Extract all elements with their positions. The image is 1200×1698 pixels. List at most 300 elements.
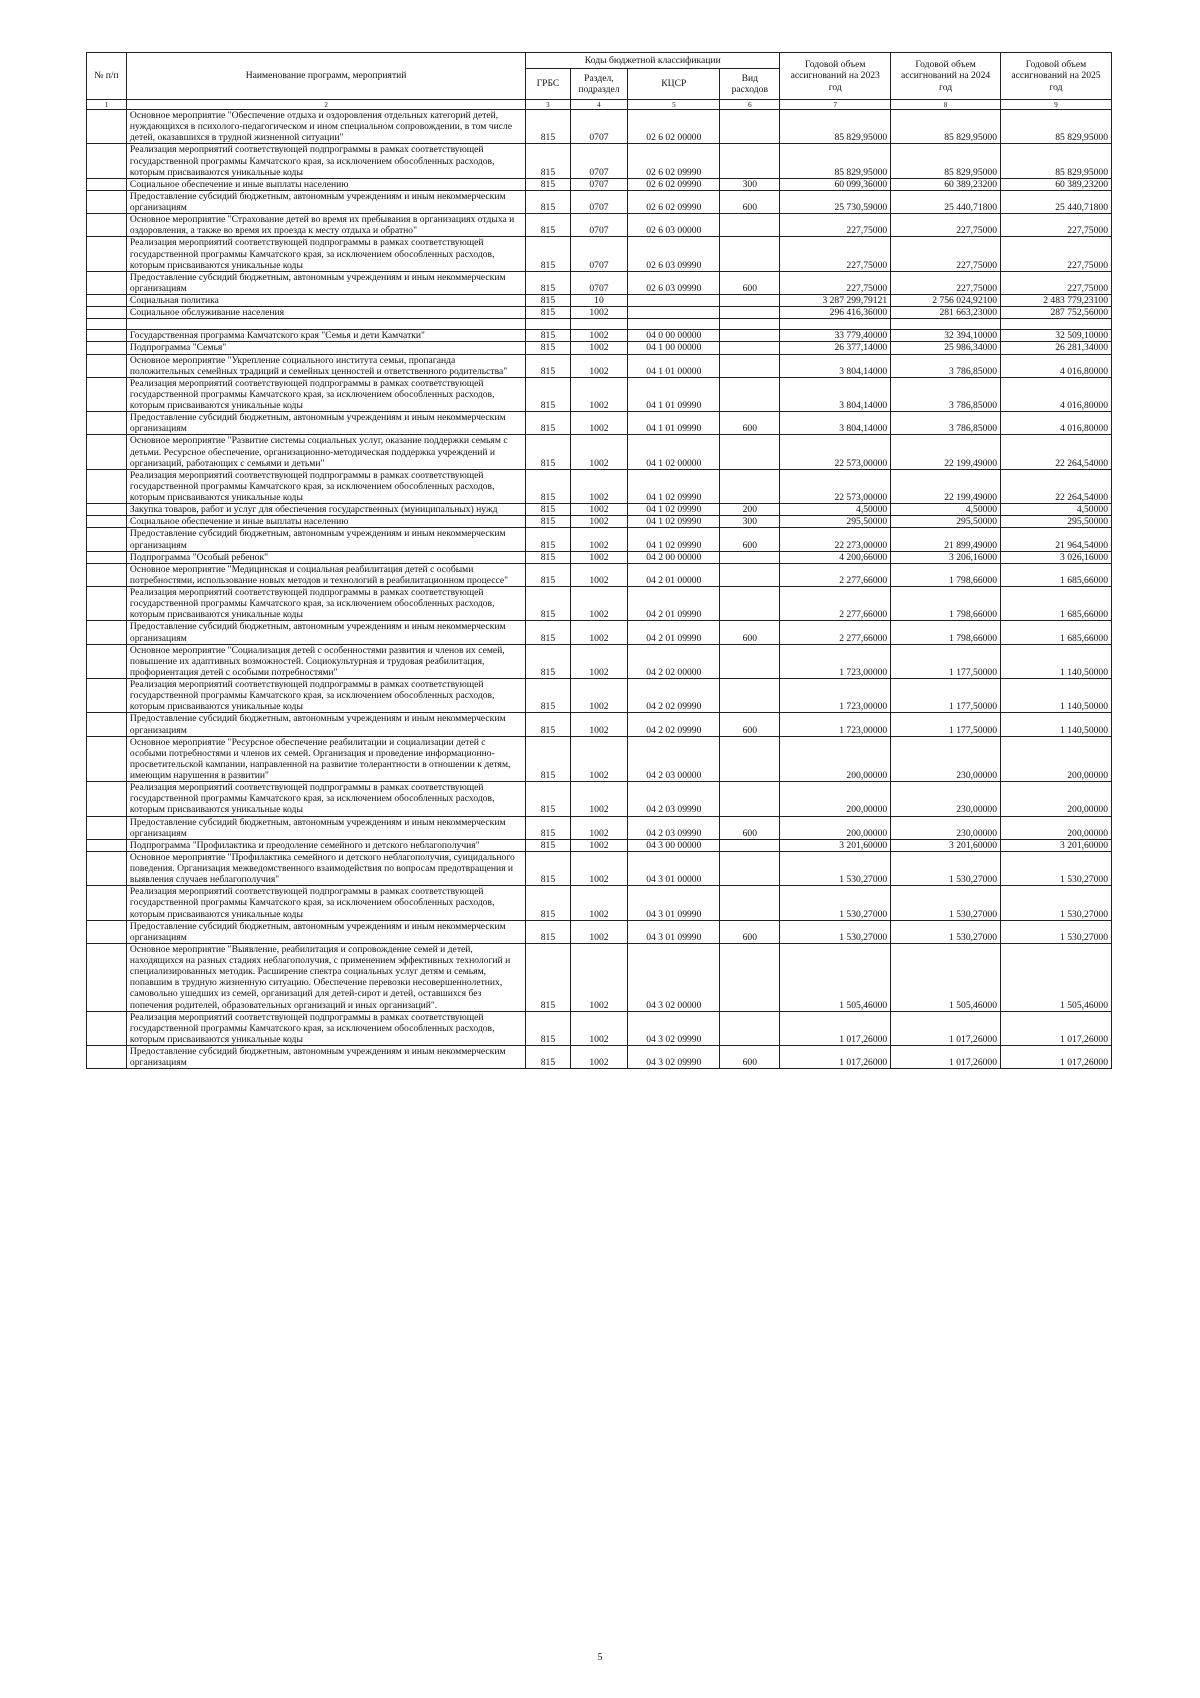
cell-vr: 300 [720, 178, 780, 190]
header-num: № п/п [87, 53, 127, 100]
cell-razdel: 1002 [570, 504, 628, 516]
cell-grbs: 815 [526, 469, 570, 503]
cell-y2024: 1 530,27000 [891, 920, 1001, 943]
cell-vr [720, 330, 780, 342]
cell-razdel: 1002 [570, 516, 628, 528]
cell-vr [720, 144, 780, 178]
cell-vr [720, 851, 780, 885]
cell-vr [720, 354, 780, 377]
cell-y2023: 200,00000 [780, 816, 891, 839]
header-codes-group: Коды бюджетной классификации [526, 53, 780, 69]
cell-kcsr: 04 2 02 00000 [628, 644, 720, 678]
cell-vr [720, 1011, 780, 1045]
cell-razdel: 1002 [570, 435, 628, 469]
cell-y2024: 230,00000 [891, 736, 1001, 782]
budget-table-sheet [86, 52, 1112, 1069]
cell-y2024: 281 663,23000 [891, 307, 1001, 319]
cell-razdel: 1002 [570, 782, 628, 816]
header-vr: Вид расходов [720, 69, 780, 100]
cell-grbs: 815 [526, 621, 570, 644]
cell-y2023: 227,75000 [780, 271, 891, 294]
index-cell: 6 [720, 100, 780, 110]
cell-y2023: 85 829,95000 [780, 110, 891, 144]
cell-name: Реализация мероприятий соответствующей подпрограммы в рамках соответствующей государственной программы Камчатского края, за исключением обособленных расходов, которым присваиваются уникальные коды [126, 587, 525, 621]
cell-vr [720, 886, 780, 920]
cell-y2025: 32 509,10000 [1001, 330, 1112, 342]
cell-name: Основное мероприятие "Медицинская и социальная реабилитация детей с особыми потребностями, использование новых методов и технологий в реабилитационном процессе" [126, 563, 525, 586]
cell-vr [720, 307, 780, 319]
cell-grbs: 815 [526, 435, 570, 469]
cell-num [87, 782, 127, 816]
cell-grbs [526, 319, 570, 330]
cell-num [87, 144, 127, 178]
cell-name: Предоставление субсидий бюджетным, автономным учреждениям и иным некоммерческим организациям [126, 271, 525, 294]
cell-kcsr: 04 2 02 09990 [628, 713, 720, 736]
cell-razdel: 10 [570, 295, 628, 307]
cell-y2025: 25 440,71800 [1001, 190, 1112, 213]
cell-vr: 200 [720, 504, 780, 516]
cell-vr [720, 469, 780, 503]
cell-y2024: 1 017,26000 [891, 1011, 1001, 1045]
cell-y2025: 200,00000 [1001, 816, 1112, 839]
cell-y2023: 4 200,66000 [780, 551, 891, 563]
table-row [87, 587, 1112, 621]
cell-y2023: 1 017,26000 [780, 1011, 891, 1045]
cell-kcsr: 04 3 02 09990 [628, 1011, 720, 1045]
cell-num [87, 644, 127, 678]
cell-grbs: 815 [526, 178, 570, 190]
cell-y2024: 85 829,95000 [891, 144, 1001, 178]
cell-grbs: 815 [526, 330, 570, 342]
cell-grbs: 815 [526, 342, 570, 354]
cell-num [87, 713, 127, 736]
cell-vr: 600 [720, 713, 780, 736]
cell-y2024: 1 530,27000 [891, 851, 1001, 885]
cell-num [87, 354, 127, 377]
cell-vr [720, 644, 780, 678]
cell-y2024: 32 394,10000 [891, 330, 1001, 342]
cell-vr [720, 587, 780, 621]
cell-y2023: 3 804,14000 [780, 377, 891, 411]
cell-grbs: 815 [526, 214, 570, 237]
header-kcsr: КЦСР [628, 69, 720, 100]
cell-y2023: 1 723,00000 [780, 679, 891, 713]
cell-grbs: 815 [526, 551, 570, 563]
cell-vr [720, 551, 780, 563]
cell-name: Реализация мероприятий соответствующей подпрограммы в рамках соответствующей государственной программы Камчатского края, за исключением обособленных расходов, которым присваиваются уникальные коды [126, 469, 525, 503]
table-row [87, 621, 1112, 644]
cell-kcsr: 04 1 01 09990 [628, 377, 720, 411]
cell-name: Государственная программа Камчатского края "Семья и дети Камчатки" [126, 330, 525, 342]
cell-y2024: 1 530,27000 [891, 886, 1001, 920]
cell-vr [720, 736, 780, 782]
cell-kcsr: 04 2 03 00000 [628, 736, 720, 782]
cell-razdel: 1002 [570, 551, 628, 563]
table-row [87, 1011, 1112, 1045]
cell-num [87, 943, 127, 1011]
table-row [87, 190, 1112, 213]
cell-num [87, 319, 127, 330]
cell-num [87, 237, 127, 271]
cell-vr: 600 [720, 271, 780, 294]
table-row [87, 782, 1112, 816]
cell-y2025: 3 201,60000 [1001, 839, 1112, 851]
cell-vr [720, 319, 780, 330]
table-row [87, 920, 1112, 943]
cell-num [87, 736, 127, 782]
table-row [87, 307, 1112, 319]
cell-grbs: 815 [526, 190, 570, 213]
index-cell: 5 [628, 100, 720, 110]
cell-y2025: 22 264,54000 [1001, 469, 1112, 503]
table-row [87, 237, 1112, 271]
cell-grbs: 815 [526, 587, 570, 621]
cell-name: Предоставление субсидий бюджетным, автономным учреждениям и иным некоммерческим организациям [126, 713, 525, 736]
cell-y2024: 227,75000 [891, 214, 1001, 237]
cell-y2024: 1 177,50000 [891, 679, 1001, 713]
cell-y2024: 227,75000 [891, 271, 1001, 294]
cell-vr [720, 839, 780, 851]
cell-num [87, 504, 127, 516]
cell-num [87, 271, 127, 294]
cell-y2023: 26 377,14000 [780, 342, 891, 354]
cell-num [87, 851, 127, 885]
table-row [87, 851, 1112, 885]
cell-kcsr: 04 0 00 00000 [628, 330, 720, 342]
cell-name: Подпрограмма "Профилактика и преодоление семейного и детского неблагополучия" [126, 839, 525, 851]
cell-name: Основное мероприятие "Выявление, реабилитация и сопровождение семей и детей, находящихся на разных стадиях неблагополучия, с применением эффективных технологий и специализированных методик. Расширение спектра социальных услуг детям и семьям, попавшим в трудную жизненную ситуацию. Обеспечение перевозки несовершеннолетних, самовольно ушедших из семей, организаций для детей-сирот и детей, оставшихся без попечения родителей, образовательных организаций и иных организаций". [126, 943, 525, 1011]
cell-y2023: 200,00000 [780, 736, 891, 782]
cell-y2024: 60 389,23200 [891, 178, 1001, 190]
cell-y2023: 1 017,26000 [780, 1046, 891, 1069]
cell-name: Реализация мероприятий соответствующей подпрограммы в рамках соответствующей государственной программы Камчатского края, за исключением обособленных расходов, которым присваиваются уникальные коды [126, 679, 525, 713]
cell-y2024: 3 786,85000 [891, 354, 1001, 377]
cell-razdel: 1002 [570, 679, 628, 713]
cell-y2024: 230,00000 [891, 816, 1001, 839]
cell-y2025: 1 685,66000 [1001, 587, 1112, 621]
table-row [87, 342, 1112, 354]
cell-y2023: 4,50000 [780, 504, 891, 516]
cell-vr [720, 377, 780, 411]
cell-y2023: 22 573,00000 [780, 469, 891, 503]
cell-vr [720, 237, 780, 271]
table-row [87, 886, 1112, 920]
cell-name [126, 319, 525, 330]
cell-grbs: 815 [526, 516, 570, 528]
cell-num [87, 839, 127, 851]
cell-kcsr: 02 6 03 09990 [628, 237, 720, 271]
cell-razdel: 1002 [570, 587, 628, 621]
cell-razdel: 0707 [570, 178, 628, 190]
cell-y2023: 1 530,27000 [780, 886, 891, 920]
cell-y2024: 3 206,16000 [891, 551, 1001, 563]
cell-name: Подпрограмма "Семья" [126, 342, 525, 354]
cell-vr [720, 679, 780, 713]
index-cell: 9 [1001, 100, 1112, 110]
cell-razdel: 1002 [570, 1046, 628, 1069]
cell-vr: 600 [720, 920, 780, 943]
cell-y2024: 3 786,85000 [891, 377, 1001, 411]
cell-y2025: 4,50000 [1001, 504, 1112, 516]
cell-kcsr: 04 1 02 00000 [628, 435, 720, 469]
cell-razdel: 1002 [570, 342, 628, 354]
cell-razdel: 1002 [570, 307, 628, 319]
header-razdel: Раздел, подраздел [570, 69, 628, 100]
cell-name: Предоставление субсидий бюджетным, автономным учреждениям и иным некоммерческим организациям [126, 412, 525, 435]
cell-name: Социальное обеспечение и иные выплаты населению [126, 178, 525, 190]
cell-y2023: 1 530,27000 [780, 920, 891, 943]
cell-y2024: 22 199,49000 [891, 435, 1001, 469]
header-y2024: Годовой объем ассигнований на 2024 год [891, 53, 1001, 100]
cell-vr [720, 943, 780, 1011]
cell-y2024: 230,00000 [891, 782, 1001, 816]
cell-vr: 600 [720, 190, 780, 213]
cell-y2025: 4 016,80000 [1001, 354, 1112, 377]
cell-y2025: 85 829,95000 [1001, 110, 1112, 144]
cell-name: Реализация мероприятий соответствующей подпрограммы в рамках соответствующей государственной программы Камчатского края, за исключением обособленных расходов, которым присваиваются уникальные коды [126, 782, 525, 816]
table-row [87, 644, 1112, 678]
cell-y2025: 1 685,66000 [1001, 563, 1112, 586]
table-row [87, 214, 1112, 237]
cell-num [87, 377, 127, 411]
cell-y2023: 3 804,14000 [780, 354, 891, 377]
cell-y2025: 1 685,66000 [1001, 621, 1112, 644]
cell-grbs: 815 [526, 736, 570, 782]
cell-num [87, 679, 127, 713]
cell-razdel: 0707 [570, 190, 628, 213]
cell-grbs: 815 [526, 839, 570, 851]
table-row [87, 271, 1112, 294]
cell-razdel: 0707 [570, 214, 628, 237]
cell-num [87, 190, 127, 213]
cell-num [87, 528, 127, 551]
cell-y2024: 1 798,66000 [891, 563, 1001, 586]
cell-y2024: 1 177,50000 [891, 644, 1001, 678]
cell-y2024: 295,50000 [891, 516, 1001, 528]
table-row [87, 144, 1112, 178]
cell-num [87, 342, 127, 354]
cell-kcsr: 02 6 02 00000 [628, 110, 720, 144]
cell-num [87, 886, 127, 920]
cell-num [87, 330, 127, 342]
cell-y2023: 1 723,00000 [780, 713, 891, 736]
index-cell: 8 [891, 100, 1001, 110]
cell-name: Основное мероприятие "Профилактика семейного и детского неблагополучия, суицидального поведения. Организация межведомственного взаимодействия по вопросам предотвращения и выявления случаев неблагополучия" [126, 851, 525, 885]
cell-y2025: 85 829,95000 [1001, 144, 1112, 178]
cell-kcsr: 04 1 02 09990 [628, 504, 720, 516]
cell-y2023: 85 829,95000 [780, 144, 891, 178]
cell-name: Предоставление субсидий бюджетным, автономным учреждениям и иным некоммерческим организациям [126, 190, 525, 213]
cell-grbs: 815 [526, 886, 570, 920]
cell-y2023: 2 277,66000 [780, 587, 891, 621]
cell-grbs: 815 [526, 816, 570, 839]
cell-grbs: 815 [526, 679, 570, 713]
cell-razdel: 1002 [570, 920, 628, 943]
cell-num [87, 1011, 127, 1045]
cell-num [87, 295, 127, 307]
cell-vr [720, 110, 780, 144]
cell-kcsr [628, 295, 720, 307]
table-row [87, 435, 1112, 469]
table-row [87, 736, 1112, 782]
cell-name: Социальное обеспечение и иные выплаты населению [126, 516, 525, 528]
cell-vr: 600 [720, 1046, 780, 1069]
cell-y2025: 21 964,54000 [1001, 528, 1112, 551]
cell-kcsr: 04 1 01 00000 [628, 354, 720, 377]
cell-kcsr: 04 3 02 00000 [628, 943, 720, 1011]
table-row [87, 551, 1112, 563]
cell-y2025: 1 017,26000 [1001, 1011, 1112, 1045]
cell-name: Основное мероприятие "Страхование детей во время их пребывания в организациях отдыха и оздоровления, а также во время их проезда к месту отдыха и обратно" [126, 214, 525, 237]
cell-kcsr: 04 1 01 09990 [628, 412, 720, 435]
cell-grbs: 815 [526, 851, 570, 885]
cell-razdel: 1002 [570, 839, 628, 851]
cell-razdel: 1002 [570, 713, 628, 736]
cell-razdel: 1002 [570, 412, 628, 435]
cell-razdel: 1002 [570, 354, 628, 377]
cell-grbs: 815 [526, 782, 570, 816]
cell-y2025: 227,75000 [1001, 214, 1112, 237]
table-row [87, 504, 1112, 516]
cell-kcsr: 04 2 00 00000 [628, 551, 720, 563]
cell-name: Основное мероприятие "Социализация детей с особенностями развития и членов их семей, повышение их адаптивных возможностей. Социокультурная и трудовая реабилитация, профориентация детей с особыми потребностями" [126, 644, 525, 678]
cell-kcsr: 04 1 02 09990 [628, 516, 720, 528]
cell-vr [720, 782, 780, 816]
cell-grbs: 815 [526, 920, 570, 943]
cell-y2025: 1 017,26000 [1001, 1046, 1112, 1069]
cell-y2024: 22 199,49000 [891, 469, 1001, 503]
cell-y2025: 200,00000 [1001, 736, 1112, 782]
index-cell: 2 [126, 100, 525, 110]
cell-kcsr: 04 3 01 00000 [628, 851, 720, 885]
cell-y2025: 1 505,46000 [1001, 943, 1112, 1011]
cell-name: Реализация мероприятий соответствующей подпрограммы в рамках соответствующей государственной программы Камчатского края, за исключением обособленных расходов, которым присваиваются уникальные коды [126, 377, 525, 411]
cell-kcsr: 02 6 03 00000 [628, 214, 720, 237]
cell-razdel: 1002 [570, 469, 628, 503]
table-row [87, 839, 1112, 851]
cell-y2024: 2 756 024,92100 [891, 295, 1001, 307]
cell-name: Социальное обслуживание населения [126, 307, 525, 319]
table-row [87, 110, 1112, 144]
cell-y2025: 22 264,54000 [1001, 435, 1112, 469]
cell-vr: 300 [720, 516, 780, 528]
table-row [87, 528, 1112, 551]
cell-razdel: 0707 [570, 237, 628, 271]
cell-kcsr: 04 2 01 09990 [628, 621, 720, 644]
cell-name: Предоставление субсидий бюджетным, автономным учреждениям и иным некоммерческим организациям [126, 621, 525, 644]
page-number: 5 [597, 1652, 603, 1663]
cell-y2023: 25 730,59000 [780, 190, 891, 213]
cell-y2024: 1 798,66000 [891, 621, 1001, 644]
cell-name: Основное мероприятие "Обеспечение отдыха и оздоровления отдельных категорий детей, нуждающихся в психолого-педагогическом и ином специальном сопровождении, в том числе детей, оказавшихся в трудной жизненной ситуации" [126, 110, 525, 144]
cell-grbs: 815 [526, 412, 570, 435]
cell-y2025: 1 530,27000 [1001, 851, 1112, 885]
cell-y2023: 296 416,36000 [780, 307, 891, 319]
cell-y2023: 3 804,14000 [780, 412, 891, 435]
cell-razdel [570, 319, 628, 330]
table-row [87, 377, 1112, 411]
cell-grbs: 815 [526, 644, 570, 678]
cell-vr [720, 435, 780, 469]
cell-y2025: 4 016,80000 [1001, 412, 1112, 435]
table-row [87, 412, 1112, 435]
cell-razdel: 1002 [570, 563, 628, 586]
cell-name: Закупка товаров, работ и услуг для обеспечения государственных (муниципальных) нужд [126, 504, 525, 516]
index-cell: 4 [570, 100, 628, 110]
cell-kcsr: 04 2 01 09990 [628, 587, 720, 621]
cell-grbs: 815 [526, 237, 570, 271]
cell-kcsr: 04 2 01 00000 [628, 563, 720, 586]
cell-y2023: 1 723,00000 [780, 644, 891, 678]
cell-y2025: 1 530,27000 [1001, 886, 1112, 920]
cell-kcsr: 02 6 02 09990 [628, 190, 720, 213]
cell-razdel: 1002 [570, 621, 628, 644]
cell-razdel: 1002 [570, 377, 628, 411]
cell-vr: 600 [720, 816, 780, 839]
cell-name: Подпрограмма "Особый ребенок" [126, 551, 525, 563]
cell-y2023: 22 573,00000 [780, 435, 891, 469]
cell-y2023 [780, 319, 891, 330]
cell-num [87, 412, 127, 435]
cell-y2024: 3 786,85000 [891, 412, 1001, 435]
cell-name: Реализация мероприятий соответствующей подпрограммы в рамках соответствующей государственной программы Камчатского края, за исключением обособленных расходов, которым присваиваются уникальные коды [126, 1011, 525, 1045]
table-row [87, 295, 1112, 307]
cell-y2023: 2 277,66000 [780, 563, 891, 586]
cell-grbs: 815 [526, 713, 570, 736]
cell-name: Основное мероприятие "Развитие системы социальных услуг, оказание поддержки семьям с детьми. Ресурсное обеспечение, организационно-методическая поддержка учреждений и организаций, работающих с семьями и детьми" [126, 435, 525, 469]
cell-razdel: 1002 [570, 816, 628, 839]
cell-y2024: 21 899,49000 [891, 528, 1001, 551]
cell-y2025: 287 752,56000 [1001, 307, 1112, 319]
cell-name: Реализация мероприятий соответствующей подпрограммы в рамках соответствующей государственной программы Камчатского края, за исключением обособленных расходов, которым присваиваются уникальные коды [126, 237, 525, 271]
cell-y2023: 3 201,60000 [780, 839, 891, 851]
cell-y2024: 3 201,60000 [891, 839, 1001, 851]
cell-name: Основное мероприятие "Ресурсное обеспечение реабилитации и социализации детей с особыми потребностями и членов их семей. Организация и проведение информационно-просветительской кампании, направленной на развитие толерантности в отношении к детям, имеющим нарушения в развитии" [126, 736, 525, 782]
cell-num [87, 920, 127, 943]
cell-grbs: 815 [526, 271, 570, 294]
cell-num [87, 178, 127, 190]
table-row [87, 1046, 1112, 1069]
cell-name: Реализация мероприятий соответствующей подпрограммы в рамках соответствующей государственной программы Камчатского края, за исключением обособленных расходов, которым присваиваются уникальные коды [126, 886, 525, 920]
cell-kcsr: 04 2 02 09990 [628, 679, 720, 713]
table-row [87, 178, 1112, 190]
cell-razdel: 0707 [570, 144, 628, 178]
cell-grbs: 815 [526, 354, 570, 377]
cell-y2023: 295,50000 [780, 516, 891, 528]
cell-razdel: 1002 [570, 886, 628, 920]
cell-y2025: 1 530,27000 [1001, 920, 1112, 943]
cell-kcsr: 04 3 02 09990 [628, 1046, 720, 1069]
cell-kcsr: 04 2 03 09990 [628, 816, 720, 839]
cell-razdel: 1002 [570, 330, 628, 342]
cell-y2024: 227,75000 [891, 237, 1001, 271]
cell-y2025: 1 140,50000 [1001, 713, 1112, 736]
cell-y2024 [891, 319, 1001, 330]
table-gap-row [87, 319, 1112, 330]
cell-grbs: 815 [526, 1011, 570, 1045]
header-name: Наименование программ, мероприятий [126, 53, 525, 100]
cell-razdel: 1002 [570, 851, 628, 885]
cell-grbs: 815 [526, 110, 570, 144]
cell-name: Предоставление субсидий бюджетным, автономным учреждениям и иным некоммерческим организациям [126, 816, 525, 839]
cell-y2023: 60 099,36000 [780, 178, 891, 190]
cell-y2023: 227,75000 [780, 237, 891, 271]
cell-kcsr: 02 6 03 09990 [628, 271, 720, 294]
cell-y2024: 4,50000 [891, 504, 1001, 516]
cell-y2024: 1 798,66000 [891, 587, 1001, 621]
cell-y2023: 33 779,40000 [780, 330, 891, 342]
cell-name: Социальная политика [126, 295, 525, 307]
